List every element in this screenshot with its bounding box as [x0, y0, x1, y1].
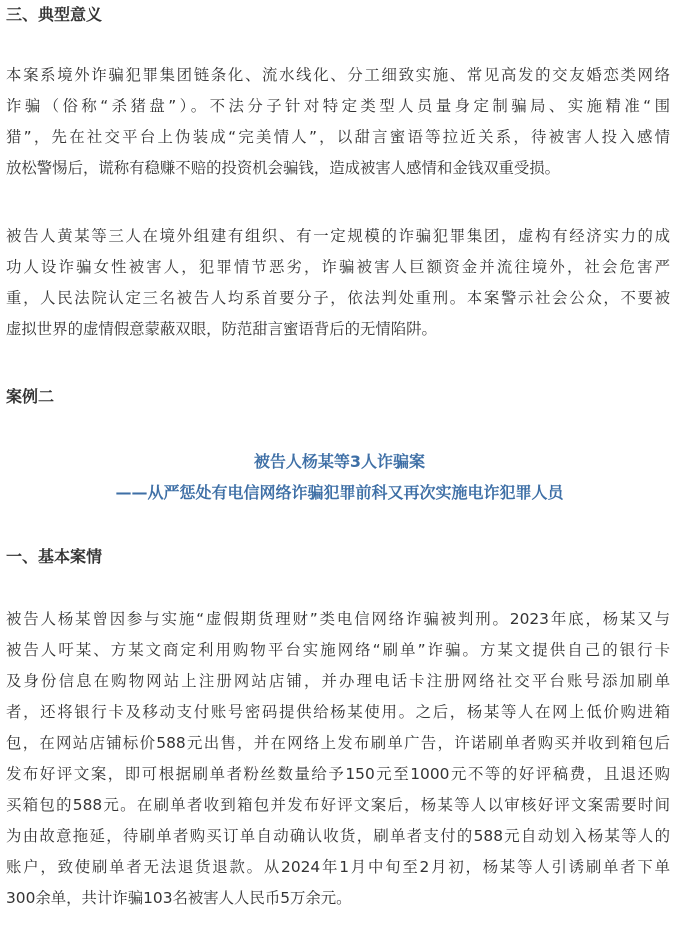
text-line: 本案系境外诈骗犯罪集团链条化、流水线化、分工细致实施、常见高发的交友婚恋类网络	[6, 66, 670, 84]
text-line: 发布好评文案，即可根据刷单者粉丝数量给予150元至1000元不等的好评稿费，且退还购	[6, 765, 670, 783]
text-line: 猎”，先在社交平台上伪装成“完美情人”，以甜言蜜语等拉近关系，待被害人投入感情	[6, 128, 670, 146]
case-label: 案例二	[6, 387, 55, 406]
text-line: 放松警惕后，谎称有稳赚不赔的投资机会骗钱，造成被害人感情和金钱双重受损。	[6, 159, 561, 177]
text-line: 被告人吁某、方某文商定利用购物平台实施网络“刷单”诈骗。方某文提供自己的银行卡	[6, 641, 670, 659]
text-line: 功人设诈骗女性被害人，犯罪情节恶劣，诈骗被害人巨额资金并流往境外，社会危害严	[6, 258, 670, 276]
case-subtitle: ——从严惩处有电信网络诈骗犯罪前科又再次实施电诈犯罪人员	[115, 483, 564, 502]
text-line: 买箱包的588元。在刷单者收到箱包并发布好评文案后，杨某等人以审核好评文案需要时间	[6, 796, 670, 814]
paragraph-basic-facts	[6, 604, 670, 914]
section-heading-significance: 三、典型意义	[6, 5, 103, 24]
text-line: 为由故意拖延，待刷单者购买订单自动确认收货，刷单者支付的588元自动划入杨某等人的	[6, 827, 670, 845]
text-line: 及身份信息在购物网站上注册网站店铺，并办理电话卡注册网络社交平台账号添加刷单	[6, 672, 670, 690]
text-line: 重，人民法院认定三名被告人均系首要分子，依法判处重刑。本案警示社会公众，不要被	[6, 289, 670, 307]
section-heading-basic-facts: 一、基本案情	[6, 547, 103, 566]
text-line: 包，在网站店铺标价588元出售，并在网络上发布刷单广告，许诺刷单者购买并收到箱包后	[6, 734, 670, 752]
text-line: 虚拟世界的虚情假意蒙蔽双眼，防范甜言蜜语背后的无情陷阱。	[6, 320, 437, 338]
text-line: 者，还将银行卡及移动支付账号密码提供给杨某使用。之后，杨某等人在网上低价购进箱	[6, 703, 670, 721]
text-line: 300余单，共计诈骗103名被害人人民币5万余元。	[6, 889, 352, 907]
text-line: 诈骗（俗称“杀猪盘”）。不法分子针对特定类型人员量身定制骗局、实施精准“围	[6, 97, 670, 115]
text-line: 被告人黄某等三人在境外组建有组织、有一定规模的诈骗犯罪集团，虚构有经济实力的成	[6, 227, 670, 245]
case-title: 被告人杨某等3人诈骗案	[253, 452, 426, 471]
paragraph-significance-1	[6, 60, 670, 184]
paragraph-significance-2	[6, 221, 670, 345]
text-line: 被告人杨某曾因参与实施“虚假期货理财”类电信网络诈骗被判刑。2023年底，杨某又与	[6, 610, 670, 628]
text-line: 账户，致使刷单者无法退货退款。从2024年1月中旬至2月初，杨某等人引诱刷单者下单	[6, 858, 670, 876]
